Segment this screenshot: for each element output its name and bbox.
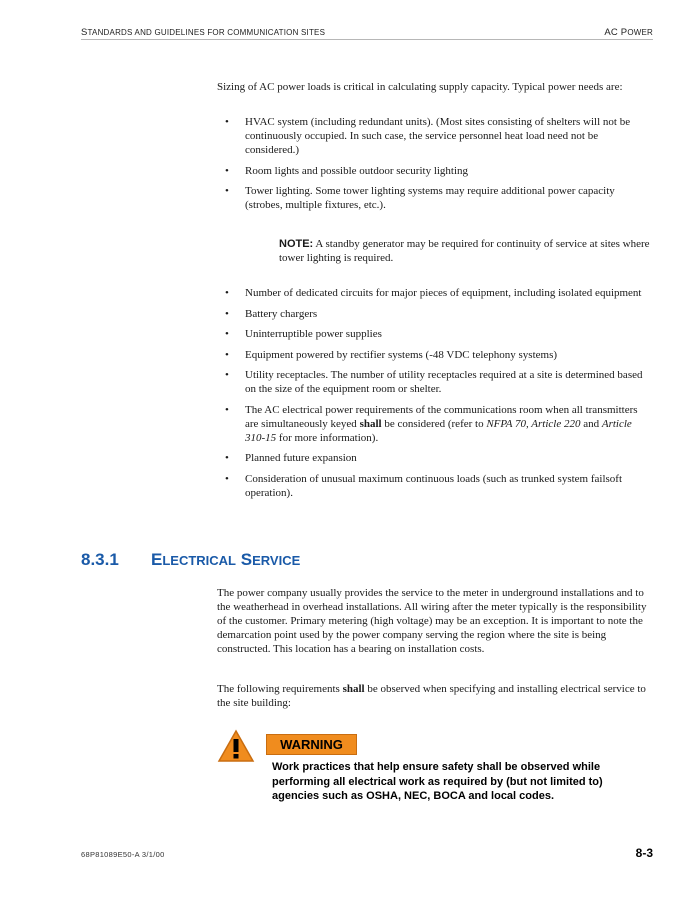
section-number: 8.3.1 <box>81 550 119 569</box>
nfpa-reference: NFPA 70, Article 220 <box>486 417 581 430</box>
list-item-ac-requirements: • The AC electrical power requirements of the communications room when all transmitters are simultaneously keyed shall be considered (refer to NFPA 70, Article 220 and Article 310-15 for more information). <box>225 403 638 444</box>
warning-text: Work practices that help ensure safety shall be observed while performing all electrical work as required by (but not limited to) agencies such as OSHA, NEC, BOCA and local codes. <box>272 761 603 802</box>
section-title-initial: E <box>151 550 163 569</box>
section-title-word1-rest: LECTRICAL <box>162 553 237 568</box>
warning-label: WARNING <box>266 734 357 755</box>
header-rule <box>81 39 653 40</box>
list-item: • Consideration of unusual maximum continuous loads (such as trunked system failsoft operation). <box>225 472 623 499</box>
bullet-icon: • <box>225 287 229 299</box>
list-item: • Utility receptacles. The number of utility receptacles required at a site is determined based on the size of the equipment room or shelter. <box>225 369 643 395</box>
warning-triangle-icon <box>217 729 255 763</box>
bullet-icon: • <box>225 307 229 320</box>
section-title <box>151 550 300 570</box>
section-title-initial2: S <box>240 550 253 569</box>
running-header-section: AC POWER <box>604 27 653 38</box>
section-title-word2-rest: ERVICE <box>252 553 301 568</box>
list-item: • Uninterruptible power supplies <box>225 328 382 340</box>
bullet-icon: • <box>225 472 229 485</box>
bullet-icon: • <box>225 185 229 197</box>
list-item: • Number of dedicated circuits for major pieces of equipment, including isolated equipment <box>225 287 642 299</box>
bullet-icon: • <box>225 452 229 464</box>
requirements-paragraph: The following requirements shall be observed when specifying and installing electrical service to the site building: <box>217 683 646 709</box>
note-label: NOTE: <box>279 238 314 250</box>
list-item: • Tower lighting. Some tower lighting systems may require additional power capacity (strobes, multiple fixtures, etc.). <box>225 185 615 211</box>
bullet-icon: • <box>225 369 229 381</box>
list-item: • Room lights and possible outdoor security lighting <box>225 164 469 177</box>
bullet-icon: • <box>225 403 229 416</box>
document-id: 68P81089E50-A 3/1/00 <box>81 850 165 859</box>
article-reference: Article 310-15 <box>245 417 632 444</box>
intro-paragraph: Sizing of AC power loads is critical in calculating supply capacity. Typical power needs are: <box>217 81 623 93</box>
power-needs-list-b <box>225 286 653 506</box>
list-item: • Battery chargers <box>225 307 318 320</box>
header-section-text: OWER <box>627 28 653 37</box>
electrical-service-paragraph: The power company usually provides the service to the meter in underground installations and to the weatherhead in overhead installations. All wiring after the meter typically is the responsibility of the customer. Primary metering (high voltage) may be an exception. It is important to note the demarcation point used by the power company serving the region where the site is being constructed. This location has a bearing on installation costs. <box>217 587 647 655</box>
bullet-icon: • <box>225 116 229 128</box>
list-item: • Planned future expansion <box>225 452 357 464</box>
list-item: • Equipment powered by rectifier systems (-48 VDC telephony systems) <box>225 348 558 361</box>
note-text: A standby generator may be required for continuity of service at sites where tower lighting is required. <box>279 238 650 264</box>
running-header-title: STANDARDS AND GUIDELINES FOR COMMUNICATION SITES <box>81 27 326 38</box>
page-number: 8-3 <box>635 846 653 860</box>
power-needs-list-a <box>225 115 653 219</box>
bullet-icon: • <box>225 164 229 177</box>
note-block <box>279 237 653 265</box>
list-item: • HVAC system (including redundant units). (Most sites consisting of shelters will not be continuously occupied. In such case, the service personnel heat load need not be considered.) <box>225 116 631 156</box>
header-title-text: TANDARDS AND GUIDELINES FOR COMMUNICATION SITES <box>87 28 326 37</box>
bullet-icon: • <box>225 328 229 340</box>
bullet-icon: • <box>225 348 229 361</box>
